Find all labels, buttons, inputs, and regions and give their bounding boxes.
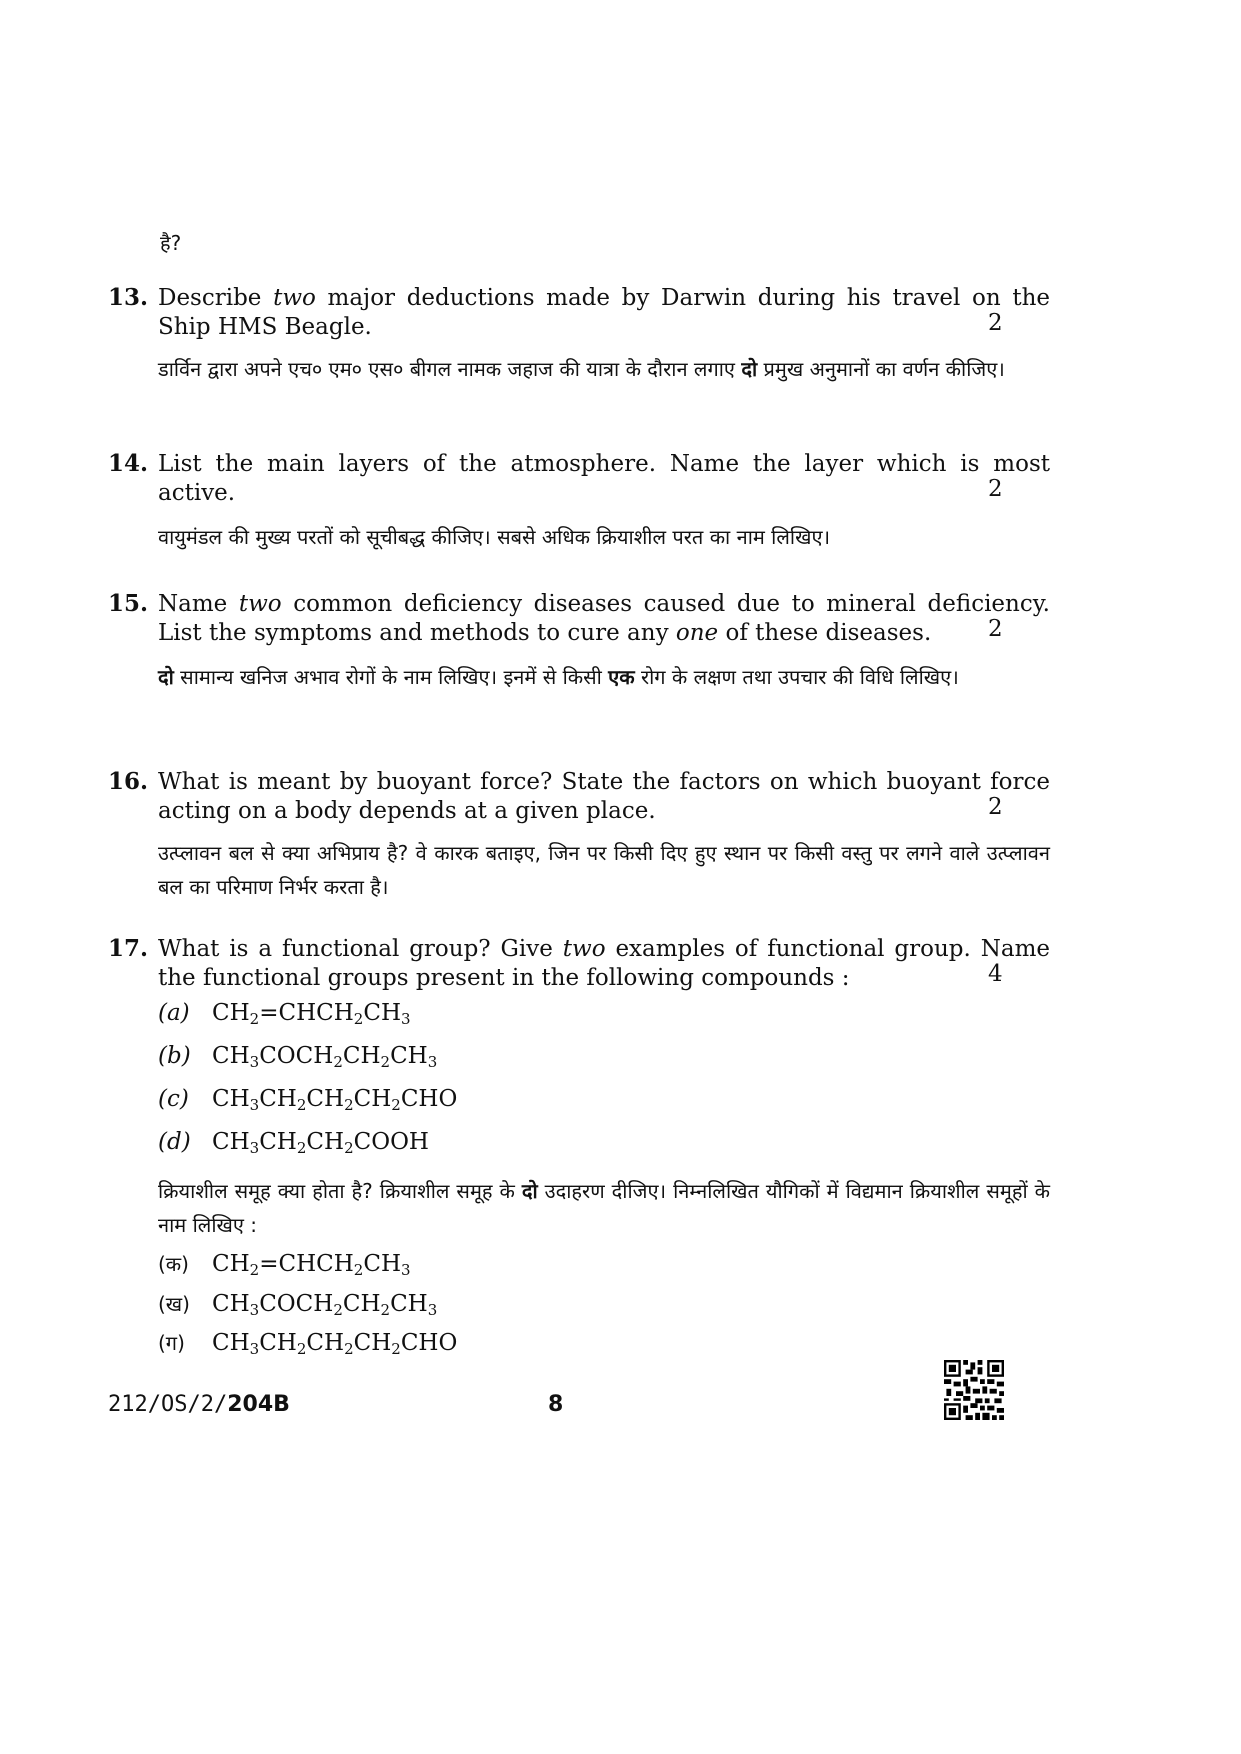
option-label: (ग)	[158, 1331, 185, 1355]
option-label: (a)	[158, 1000, 190, 1026]
question-15-marks: 2	[988, 616, 1003, 642]
previous-question-tail: है?	[160, 231, 182, 255]
option-formula: $CH_2=CHCH_2CH_3$	[212, 1251, 411, 1279]
option-label: (b)	[158, 1043, 191, 1069]
question-15-hindi: दो सामान्य खनिज अभाव रोगों के नाम लिखिए। इनमें से किसी एक रोग के लक्षण तथा उपचार की विधि लिखिए।	[158, 665, 959, 689]
option-ka	[158, 1250, 411, 1277]
option-formula: $CH_3CH_2CH_2CH_2CHO$	[212, 1330, 458, 1358]
question-14-hindi: वायुमंडल की मुख्य परतों को सूचीबद्ध कीजिए। सबसे अधिक क्रियाशील परत का नाम लिखिए।	[158, 525, 831, 549]
option-a	[158, 1000, 411, 1026]
question-13-marks: 2	[988, 310, 1003, 336]
question-16-english: What is meant by buoyant force? State the factors on which buoyant force acting on a body depends at a given place.	[158, 769, 1050, 824]
option-formula: $CH_3CH_2CH_2CH_2CHO$	[212, 1086, 458, 1114]
option-label: (c)	[158, 1086, 189, 1112]
option-d	[158, 1129, 429, 1155]
question-14-english: List the main layers of the atmosphere. Name the layer which is most active.	[158, 451, 1050, 506]
option-c	[158, 1086, 457, 1112]
question-13-english: Describe two major deductions made by Darwin during his travel on the Ship HMS Beagle.	[158, 285, 1050, 340]
option-label: (d)	[158, 1129, 191, 1155]
paper-code: 212/OS/2/204B	[108, 1392, 290, 1417]
question-17-hindi: क्रियाशील समूह क्या होता है? क्रियाशील समूह के दो उदाहरण दीजिए। निम्नलिखित यौगिकों में विद्यमान क्रियाशील समूहों के नाम लिखिए :	[158, 1179, 1050, 1237]
question-16-hindi: उत्प्लावन बल से क्या अभिप्राय है? वे कारक बताइए, जिन पर किसी दिए हुए स्थान पर किसी वस्तु पर लगने वाले उत्प्लावन बल का परिमाण निर्भर करता है।	[158, 841, 1050, 899]
option-ga	[158, 1329, 457, 1356]
question-number-17: 17.	[108, 935, 149, 962]
question-13-hindi: डार्विन द्वारा अपने एच० एम० एस० बीगल नामक जहाज की यात्रा के दौरान लगाए दो प्रमुख अनुमानों का वर्णन कीजिए।	[158, 357, 1005, 381]
question-17-english: What is a functional group? Give two examples of functional group. Name the functional groups present in the following compounds :	[158, 936, 1050, 991]
option-formula: $CH_3COCH_2CH_2CH_3$	[212, 1291, 438, 1319]
option-formula: $CH_3COCH_2CH_2CH_3$	[212, 1043, 438, 1071]
question-number-15: 15.	[108, 590, 149, 617]
option-kha	[158, 1290, 437, 1317]
question-number-16: 16.	[108, 768, 149, 795]
question-15-english: Name two common deficiency diseases caused due to mineral deficiency. List the symptoms and methods to cure any one of these diseases.	[158, 591, 1050, 646]
option-b	[158, 1043, 437, 1069]
option-label: (ख)	[158, 1292, 190, 1316]
question-14-marks: 2	[988, 476, 1003, 502]
qr-code-icon	[944, 1360, 1004, 1420]
option-formula: $CH_2=CHCH_2CH_3$	[212, 1000, 411, 1028]
page-number: 8	[548, 1392, 564, 1417]
question-17-marks: 4	[988, 961, 1003, 987]
question-number-14: 14.	[108, 450, 149, 477]
question-16-marks: 2	[988, 794, 1003, 820]
question-number-13: 13.	[108, 284, 149, 311]
option-formula: $CH_3CH_2CH_2COOH$	[212, 1129, 429, 1157]
option-label: (क)	[158, 1252, 189, 1276]
